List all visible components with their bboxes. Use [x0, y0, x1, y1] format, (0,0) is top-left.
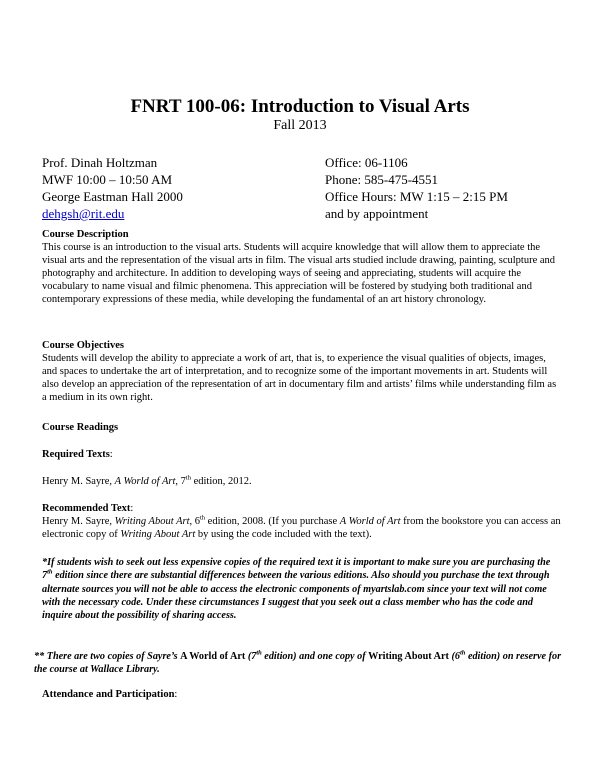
note1-part-b: edition since there are substantial differences between the various editions. Also should you purchase the text through alternate sources you will not be able to access the electronic components of myartslab.com since your text will not come with the necessary code. Under these circumstances I suggest that you seek out a class member who has the code and inquire about the possibility of sharing access.: [42, 570, 550, 622]
rec-edition-num: , 6: [189, 516, 200, 527]
instructor-name: Prof. Dinah Holtzman: [42, 155, 158, 170]
required-text-entry: [42, 475, 562, 488]
rec-edition-sup: th: [199, 514, 206, 522]
attendance-block: [42, 688, 562, 701]
course-description-heading: Course Description: [42, 229, 129, 240]
required-heading-colon: :: [109, 449, 113, 460]
recommended-text-heading: Recommended Text: [42, 503, 131, 514]
course-objectives-heading: Course Objectives: [42, 340, 124, 351]
instructor-info-right: [325, 154, 508, 222]
rec-book-title-3: Writing About Art: [120, 529, 196, 540]
rec-book-title-2: A World of Art: [339, 516, 401, 527]
required-edition-sup: th: [185, 474, 191, 482]
recommended-heading-colon: :: [130, 503, 134, 514]
rec-text-2: from the bookstore you can access an electronic copy of: [42, 516, 561, 540]
note2-part-e: edition) on reserve for the course at Wallace Library.: [34, 651, 562, 676]
course-objectives-body: Students will develop the ability to appreciate a work of art, that is, to experience the visual qualities of objects, images, and spaces to undertake the art of interpretation, and to recognize some of the important movements in art. Students will also develop an appreciation of the representation of art in documentary film and artists’ films while understanding film as a medium in its own right.: [42, 353, 557, 403]
note2-book-1: A World of Art: [180, 651, 246, 662]
note2-sup-1: th: [256, 649, 262, 657]
note2-book-2: Writing About Art: [368, 651, 449, 662]
course-readings-heading-block: [42, 421, 562, 434]
note1-part-a: *If students wish to seek out less expensive copies of the required text it is important to make sure you are purchasing the 7: [42, 557, 551, 582]
course-description-section: [42, 228, 562, 306]
rec-edition-rest: edition, 2008. (If you purchase: [205, 516, 340, 527]
required-author: Henry M. Sayre,: [42, 476, 115, 487]
pricing-note: [42, 556, 562, 622]
rec-text-3: by using the code included with the text).: [195, 529, 372, 540]
attendance-heading: Attendance and Participation: [42, 689, 175, 700]
office-hours: Office Hours: MW 1:15 – 2:15 PM: [325, 189, 508, 204]
office-number: Office: 06-1106: [325, 155, 408, 170]
term-subtitle: Fall 2013: [273, 118, 327, 133]
phone-number: Phone: 585-475-4551: [325, 172, 439, 187]
appointment-note: and by appointment: [325, 206, 429, 221]
rec-author: Henry M. Sayre,: [42, 516, 115, 527]
course-objectives-section: [42, 339, 562, 404]
attendance-colon: :: [174, 689, 178, 700]
note2-part-c: edition) and one copy of: [261, 651, 369, 662]
note2-sup-2: th: [459, 649, 466, 657]
course-readings-heading: Course Readings: [42, 422, 119, 433]
note2-part-b: (7: [245, 651, 257, 662]
class-schedule: MWF 10:00 – 10:50 AM: [42, 172, 173, 187]
required-edition-num: , 7: [175, 476, 186, 487]
course-description-body: This course is an introduction to the visual arts. Students will acquire knowledge that will allow them to appreciate the visual arts and the representation of the visual arts in film. The visual arts studied include drawing, painting, sculpture and photography and architecture. In addition to developing ways of seeing and appreciating, students will acquire the vocabulary to name visual and filmic phenomena. This appreciation will be fostered by studying both traditional and contemporary expressions of these media, while developing the fundamental of an art history chronology.: [42, 242, 556, 305]
required-book-title: A World of Art: [114, 476, 176, 487]
required-texts-heading: Required Texts: [42, 449, 110, 460]
required-edition-rest: edition, 2012.: [190, 476, 252, 487]
rec-book-title: Writing About Art: [114, 516, 190, 527]
class-location: George Eastman Hall 2000: [42, 189, 183, 204]
note2-part-d: (6: [448, 651, 460, 662]
page-title: FNRT 100-06: Introduction to Visual Arts: [130, 96, 470, 117]
required-texts-block: [42, 448, 562, 461]
reserve-note: [34, 650, 564, 677]
instructor-info-left: [42, 154, 183, 222]
note1-sup: th: [47, 568, 53, 576]
recommended-text-block: [42, 502, 562, 541]
email-link[interactable]: dehgsh@rit.edu: [42, 206, 125, 221]
recommended-text-entry: [42, 515, 562, 541]
note2-part-a: ** There are two copies of Sayre’s: [34, 651, 181, 662]
